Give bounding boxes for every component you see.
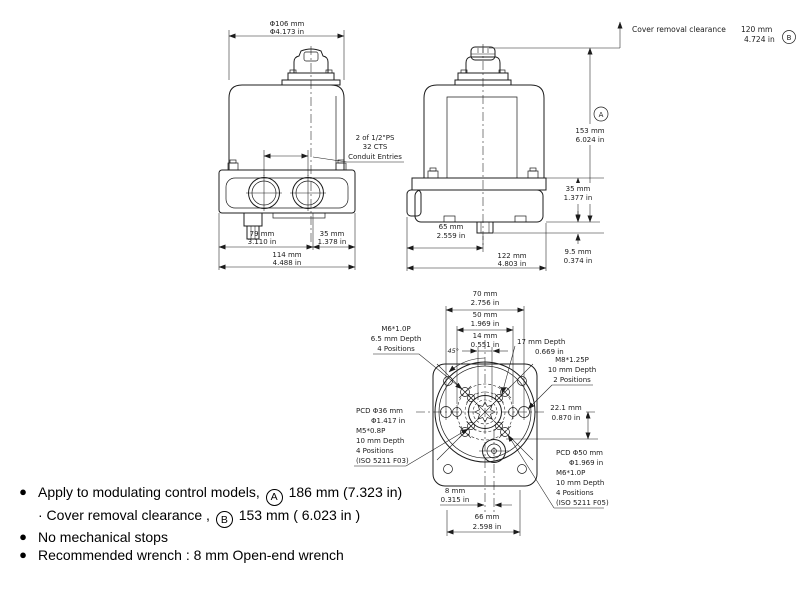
dim-66-mm: 66 mm — [474, 513, 500, 521]
bullet-icon: ● — [19, 547, 27, 562]
note-modulating-models — [8, 483, 468, 506]
dim-122-in: 4.803 in — [497, 260, 527, 268]
pcd50-note — [508, 435, 609, 508]
dim-65-mm: 65 mm — [438, 223, 464, 231]
front-conduit-entries — [246, 175, 326, 211]
dim-dia-in: Φ4.173 in — [269, 28, 305, 36]
front-base — [219, 160, 355, 218]
note4-text: Recommended wrench : 8 mm Open-end wrench — [38, 547, 344, 563]
notes-list — [8, 483, 468, 564]
note-recommended-wrench — [8, 546, 468, 564]
clearance-label: Cover removal clearance — [632, 25, 726, 34]
dim-22-1-mm: 22.1 mm — [550, 404, 582, 412]
ref-a-letter: A — [598, 111, 604, 119]
dim-22-1-in: 0.870 in — [551, 414, 581, 422]
pcd36-line2: Φ1.417 in — [371, 417, 406, 425]
note-cover-clearance — [8, 506, 468, 529]
ref-b-badge — [216, 511, 233, 528]
dim-dia-mm: Φ106 mm — [269, 20, 305, 28]
m8-note — [528, 356, 596, 409]
dim-50-in: 1.969 in — [470, 320, 500, 328]
dim-114-mm: 114 mm — [272, 251, 302, 259]
bullet-icon: ● — [19, 484, 27, 499]
dim-50-mm: 50 mm — [472, 311, 498, 319]
clearance-mm: 120 mm — [741, 25, 773, 34]
dim-122-mm: 122 mm — [497, 252, 527, 260]
dim-65-in: 2.559 in — [436, 232, 466, 240]
d17-line2: 0.669 in — [535, 348, 564, 356]
note1-value: 186 mm (7.323 in) — [288, 484, 403, 500]
dim-70-mm: 70 mm — [472, 290, 498, 298]
clearance-annotation — [489, 22, 796, 48]
ref-a-badge — [266, 489, 283, 506]
dim-153-in: 6.024 in — [575, 136, 605, 144]
dim-70-in: 2.756 in — [470, 299, 500, 307]
dim-14-in: 0.551 in — [470, 341, 500, 349]
dim-9-5-in: 0.374 in — [563, 257, 593, 265]
dim-8-mm: 8 mm — [444, 487, 466, 495]
m6-line1: M6*1.0P — [381, 325, 411, 333]
pcd36-line5: 4 Positions — [356, 447, 394, 455]
front-view-drawing — [219, 20, 404, 270]
m8-line1: M8*1.25P — [555, 356, 589, 364]
pcd50-line6: (ISO 5211 F05) — [556, 499, 609, 507]
dim-9-5-mm: 9.5 mm — [564, 248, 592, 256]
side-cover-panel — [447, 97, 517, 178]
dim-8-in: 0.315 in — [440, 496, 470, 504]
m6-line2: 6.5 mm Depth — [370, 335, 422, 343]
conduit-note-line3: Conduit Entries — [348, 153, 402, 161]
pcd36-line3: M5*0.8P — [356, 427, 386, 435]
clearance-in: 4.724 in — [744, 35, 775, 44]
note1-text: Apply to modulating control models, — [38, 484, 260, 500]
m8-line3: 2 Positions — [553, 376, 591, 384]
dim-79-mm: 79 mm — [249, 230, 275, 238]
conduit-note-line2: 32 CTS — [362, 143, 388, 151]
front-dim-diameter — [229, 20, 344, 80]
dim-14-mm: 14 mm — [472, 332, 498, 340]
pcd50-line5: 4 Positions — [556, 489, 594, 497]
side-base — [407, 168, 546, 222]
ref-b-badge-letter: B — [220, 513, 228, 526]
pcd50-line1: PCD Φ50 mm — [556, 449, 604, 457]
d17-line1: 17 mm Depth — [517, 338, 566, 346]
m8-line2: 10 mm Depth — [547, 366, 597, 374]
note3-text: No mechanical stops — [38, 529, 168, 545]
pcd50-line3: M6*1.0P — [556, 469, 586, 477]
conduit-note-line1: 2 of 1/2"PS — [355, 134, 395, 142]
m6-note — [371, 325, 462, 389]
note-no-mechanical-stops — [8, 528, 468, 546]
side-bottom-stub — [477, 222, 493, 233]
dim-35f-mm: 35 mm — [319, 230, 345, 238]
dim-79-in: 3.110 in — [247, 238, 277, 246]
note2-text: · Cover removal clearance , — [38, 506, 210, 523]
pcd50-line4: 10 mm Depth — [556, 479, 605, 487]
front-cover — [229, 85, 344, 170]
dim-35s-mm: 35 mm — [565, 185, 591, 193]
pcd36-line6: (ISO 5211 F03) — [356, 457, 409, 465]
bottom-dim-22-1 — [506, 402, 598, 439]
dim-153-mm: 153 mm — [575, 127, 605, 135]
pcd50-line2: Φ1.969 in — [569, 459, 604, 467]
pcd36-line4: 10 mm Depth — [356, 437, 405, 445]
side-view-drawing — [407, 22, 796, 271]
m6-line3: 4 Positions — [377, 345, 415, 353]
dim-35s-in: 1.377 in — [563, 194, 593, 202]
dim-114-in: 4.488 in — [272, 259, 302, 267]
angle-45-label: 45° — [447, 347, 459, 355]
secondary-hole — [479, 430, 509, 512]
side-dim-35 — [546, 178, 604, 222]
note2-value: 153 mm ( 6.023 in ) — [238, 506, 361, 523]
pcd36-note — [354, 407, 468, 466]
pcd36-line1: PCD Φ36 mm — [356, 407, 404, 415]
bullet-icon: ● — [19, 529, 27, 544]
front-dim-widths — [219, 213, 355, 270]
ref-a-badge-letter: A — [270, 491, 278, 503]
dim-66-in: 2.598 in — [472, 523, 502, 531]
side-cover — [424, 85, 544, 178]
dim-35f-in: 1.378 in — [317, 238, 347, 246]
ref-b-letter: B — [786, 34, 792, 42]
